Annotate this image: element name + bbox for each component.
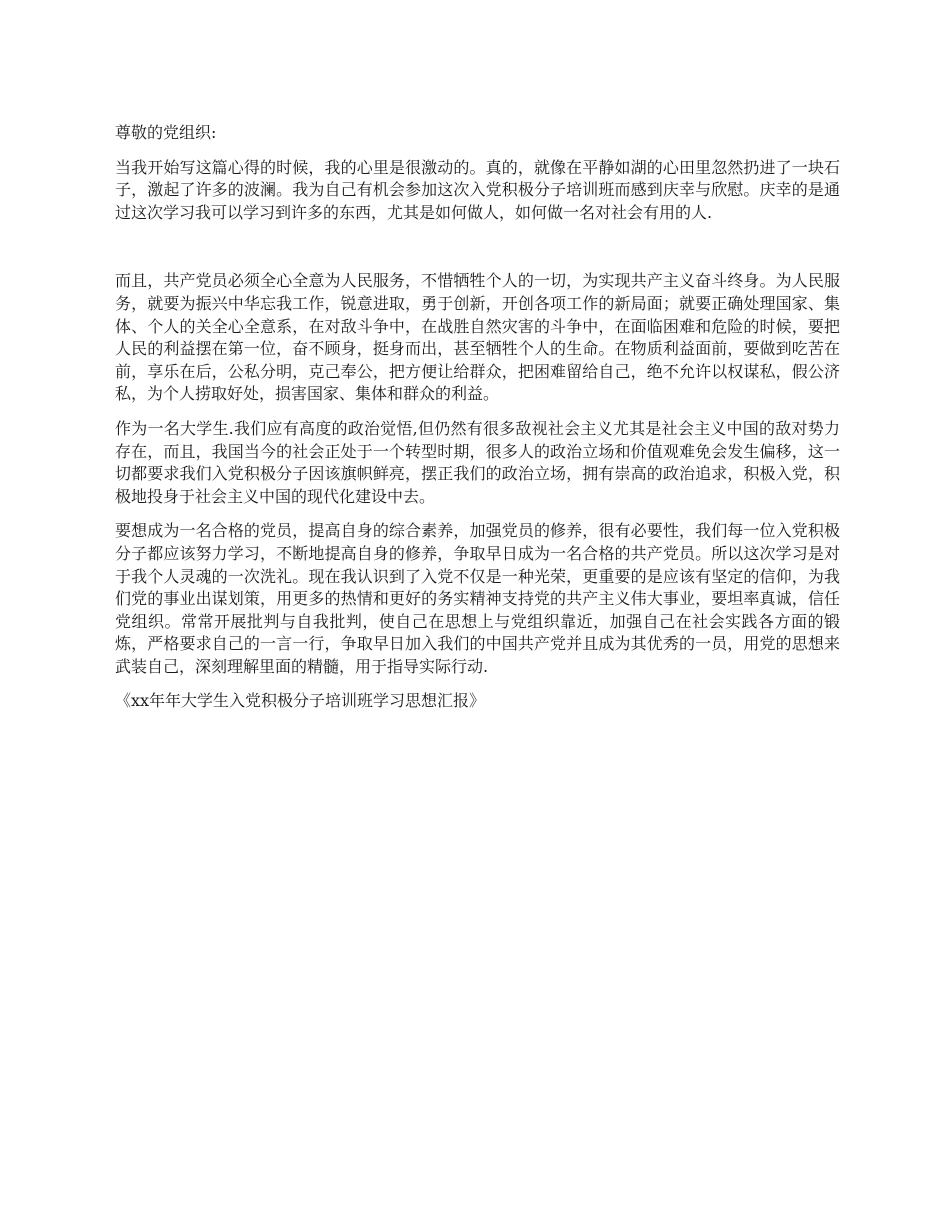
salutation: 尊敬的党组织:: [115, 123, 217, 142]
closing-title: 《xx年年大学生入党积极分子培训班学习思想汇报》: [115, 691, 486, 711]
paragraph-serve-people: 而且，共产党员必须全心全意为人民服务，不惜牺牲个人的一切，为实现共产主义奋斗终身。为人民服务，就要为振兴中华忘我工作，锐意进取，勇于创新，开创各项工作的新局面；就要正确处理国家、集体、个人的关全心全意系，在对敌斗争中，在战胜自然灾害的斗争中，在面临困难和危险的时候，要把人民的利益摆在第一位，奋不顾身，挺身而出，甚至牺牲个人的生命。在物质利益面前，要做到吃苦在前，享乐在后，公私分明，克己奉公，把方便让给群众，把困难留给自己，绝不允许以权谋私，假公济私，为个人捞取好处，损害国家、集体和群众的利益。: [115, 271, 840, 404]
blank-gap: [115, 236, 840, 270]
paragraph-qualified-member: 要想成为一名合格的党员，提高自身的综合素养，加强党员的修养，很有必要性，我们每一位入党积极分子都应该努力学习，不断地提高自身的修养，争取早日成为一名合格的共产党员。所以这次学习是对于我个人灵魂的一次洗礼。现在我认识到了入党不仅是一种光荣，更重要的是应该有坚定的信仰，为我们党的事业出谋划策，用更多的热情和更好的务实精神支持党的共产主义伟大事业，要坦率真诚，信任党组织。常常开展批判与自我批判，使自己在思想上与党组织靠近，加强自己在社会实践各方面的锻炼，严格要求自己的一言一行，争取早日加入我们的中国共产党并且成为其优秀的一员，用党的思想来武装自己，深刻理解里面的精髓，用于指导实际行动.: [115, 521, 840, 676]
document-page: [115, 122, 840, 713]
paragraph-political-awareness: 作为一名大学生.我们应有高度的政治觉悟,但仍然有很多敌视社会主义尤其是社会主义中国的敌对势力存在，而且，我国当今的社会正处于一个转型时期，很多人的政治立场和价值观难免会发生偏移，这一切都要求我们入党积极分子因该旗帜鲜亮，摆正我们的政治立场，拥有崇高的政治追求，积极入党，积极地投身于社会主义中国的现代化建设中去。: [115, 418, 840, 506]
paragraph-opening: 当我开始写这篇心得的时候，我的心里是很激动的。真的，就像在平静如湖的心田里忽然扔进了一块石子，激起了许多的波澜。我为自己有机会参加这次入党积极分子培训班而感到庆幸与欣慰。庆幸的是通过这次学习我可以学习到许多的东西，尤其是如何做人，如何做一名对社会有用的人.: [115, 157, 840, 222]
